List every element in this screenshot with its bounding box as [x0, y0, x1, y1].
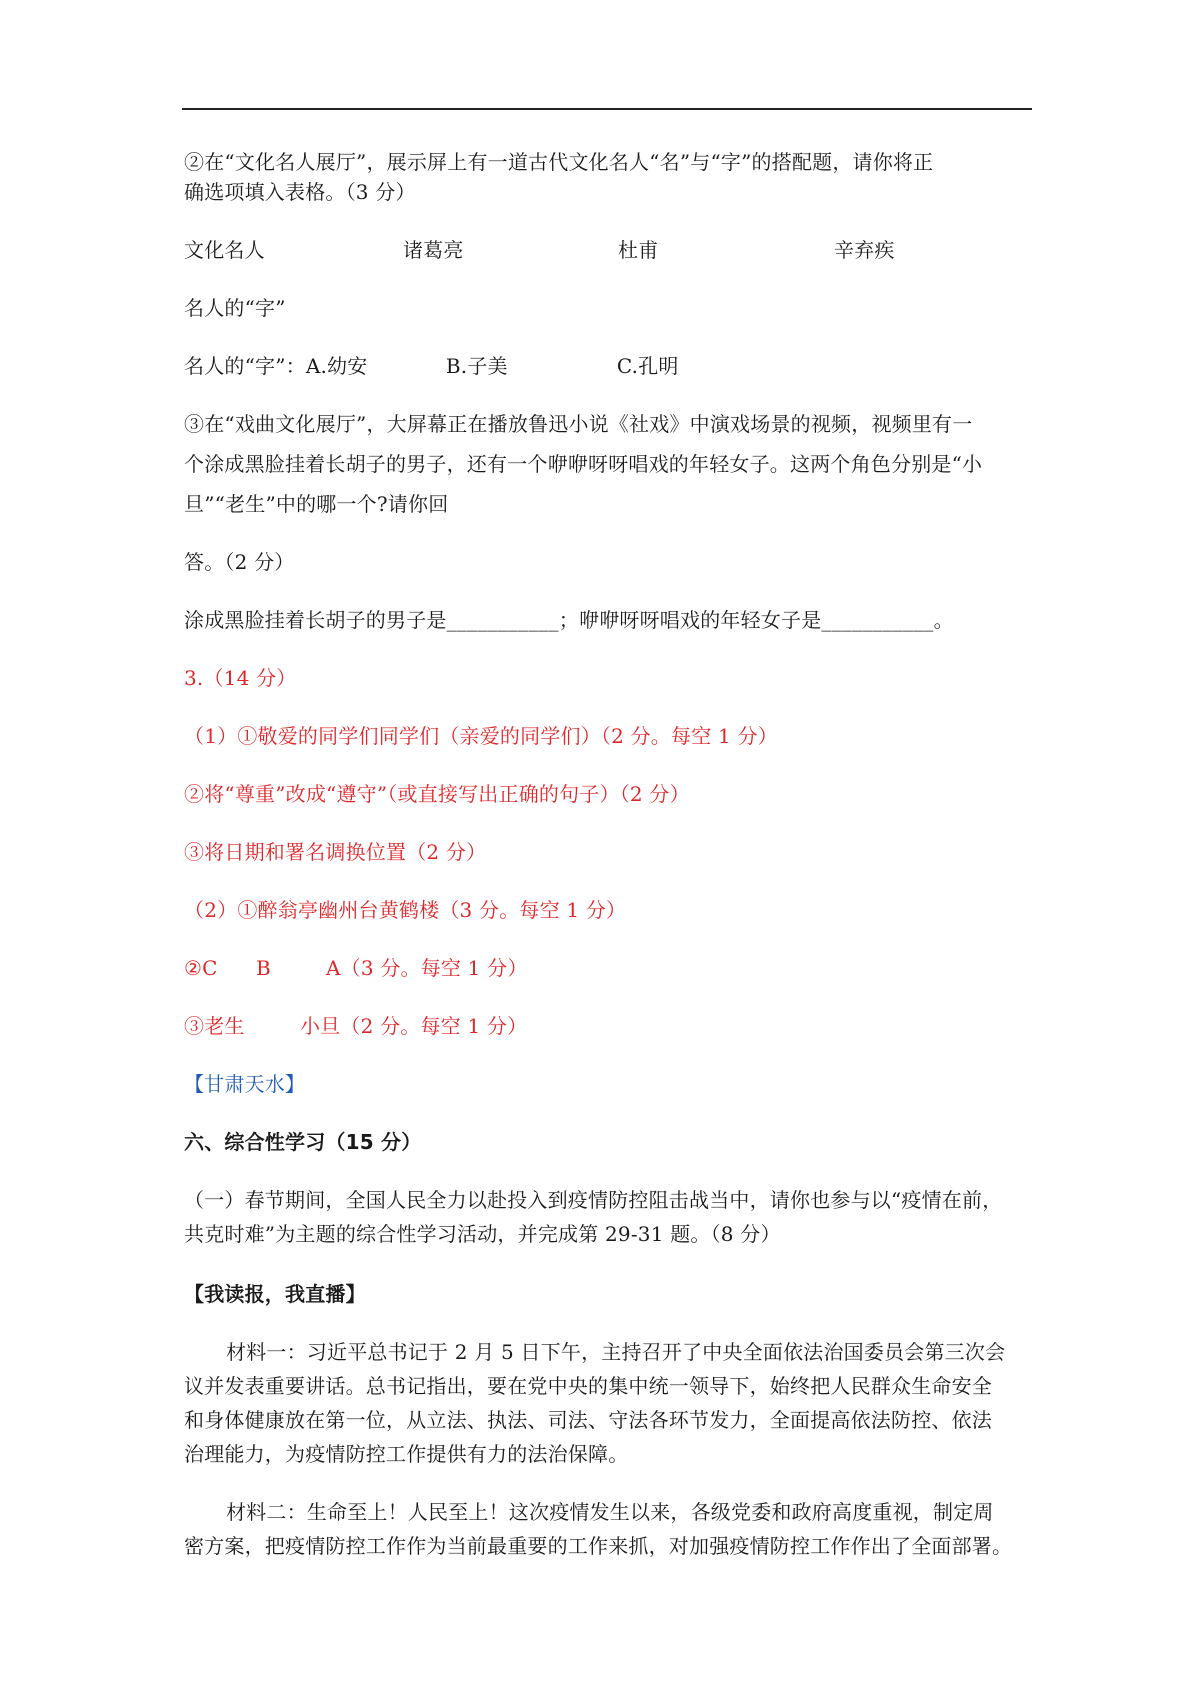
material-two-line: 密方案，把疫情防控工作作为当前最重要的工作来抓，对加强疫情防控工作作出了全面部署。 [184, 1534, 1013, 1558]
material-two [184, 1497, 1034, 1561]
q3-text-line4: 答。（2 分） [184, 550, 295, 574]
answer-part: ②C [184, 956, 218, 980]
q2-table-row-label: 名人的“字” [184, 296, 286, 320]
document-body [184, 145, 1034, 1561]
q3-text-line2: 个涂成黑脸挂着长胡子的男子，还有一个咿咿呀呀唱戏的年轻女子。这两个角色分别是“小 [184, 452, 983, 476]
table-header-cell: 文化名人 [184, 238, 265, 262]
answer-item: （2）①醉翁亭幽州台黄鹤楼（3 分。每空 1 分） [184, 898, 627, 922]
subheading: 【我读报，我直播】 [184, 1282, 366, 1306]
q2-text-line1: ②在“文化名人展厅”，展示屏上有一道古代文化名人“名”与“字”的搭配题，请你将正 [184, 150, 934, 174]
material-one-line: 治理能力，为疫情防控工作提供有力的法治保障。 [184, 1442, 629, 1466]
material-one-line: 议并发表重要讲话。总书记指出，要在党中央的集中统一领导下，始终把人民群众生命安全 [184, 1374, 992, 1398]
q3-text-line1: ③在“戏曲文化展厅”，大屏幕正在播放鲁迅小说《社戏》中演戏场景的视频，视频里有一 [184, 412, 973, 436]
table-header-cell: 辛弃疾 [834, 238, 895, 262]
option-a: A.幼安 [305, 354, 368, 378]
answer-part: 小旦（2 分。每空 1 分） [300, 1014, 528, 1038]
option-c: C.孔明 [616, 354, 679, 378]
region-tag: 【甘肃天水】 [184, 1072, 306, 1096]
option-b: B.子美 [445, 354, 508, 378]
answer-item: ③将日期和署名调换位置（2 分） [184, 840, 487, 864]
section-heading: 六、综合性学习（15 分） [184, 1130, 422, 1154]
material-one [184, 1337, 1034, 1469]
table-header-cell: 诸葛亮 [403, 238, 464, 262]
q2-table-header [184, 235, 1034, 265]
section-intro-line1: （一）春节期间，全国人民全力以赴投入到疫情防控阻击战当中，请你也参与以“疫情在前， [184, 1188, 1003, 1212]
answer-part: ③老生 [184, 1014, 245, 1038]
answer-part: B [256, 956, 271, 980]
section-intro-line2: 共克时难”为主题的综合性学习活动，并完成第 29-31 题。（8 分） [184, 1222, 781, 1246]
answer-item: （1）①敬爱的同学们同学们（亲爱的同学们）（2 分。每空 1 分） [184, 724, 778, 748]
answer-item [184, 953, 1034, 983]
q3-fill-blank: 涂成黑脸挂着长胡子的男子是___________；咿咿呀呀唱戏的年轻女子是___________。 [184, 608, 954, 632]
answer-item [184, 1011, 1034, 1041]
table-header-cell: 杜甫 [618, 238, 659, 262]
material-one-line: 和身体健康放在第一位，从立法、执法、司法、守法各环节发力，全面提高依法防控、依法 [184, 1408, 992, 1432]
material-two-line: 材料二：生命至上！人民至上！这次疫情发生以来，各级党委和政府高度重视，制定周 [226, 1500, 994, 1524]
answer-title: 3.（14 分） [184, 666, 297, 690]
q2-options [184, 351, 1034, 381]
answer-part: A（3 分。每空 1 分） [326, 956, 528, 980]
q2-text-line2: 确选项填入表格。（3 分） [184, 180, 416, 204]
answer-item: ②将“尊重”改成“遵守”（或直接写出正确的句子）（2 分） [184, 782, 690, 806]
q3-text-line3: 旦”“老生”中的哪一个?请你回 [184, 492, 449, 516]
options-label: 名人的“字”： [184, 354, 306, 378]
material-one-line: 材料一：习近平总书记于 2 月 5 日下午，主持召开了中央全面依法治国委员会第三次会 [226, 1340, 1006, 1364]
header-rule [182, 108, 1032, 110]
